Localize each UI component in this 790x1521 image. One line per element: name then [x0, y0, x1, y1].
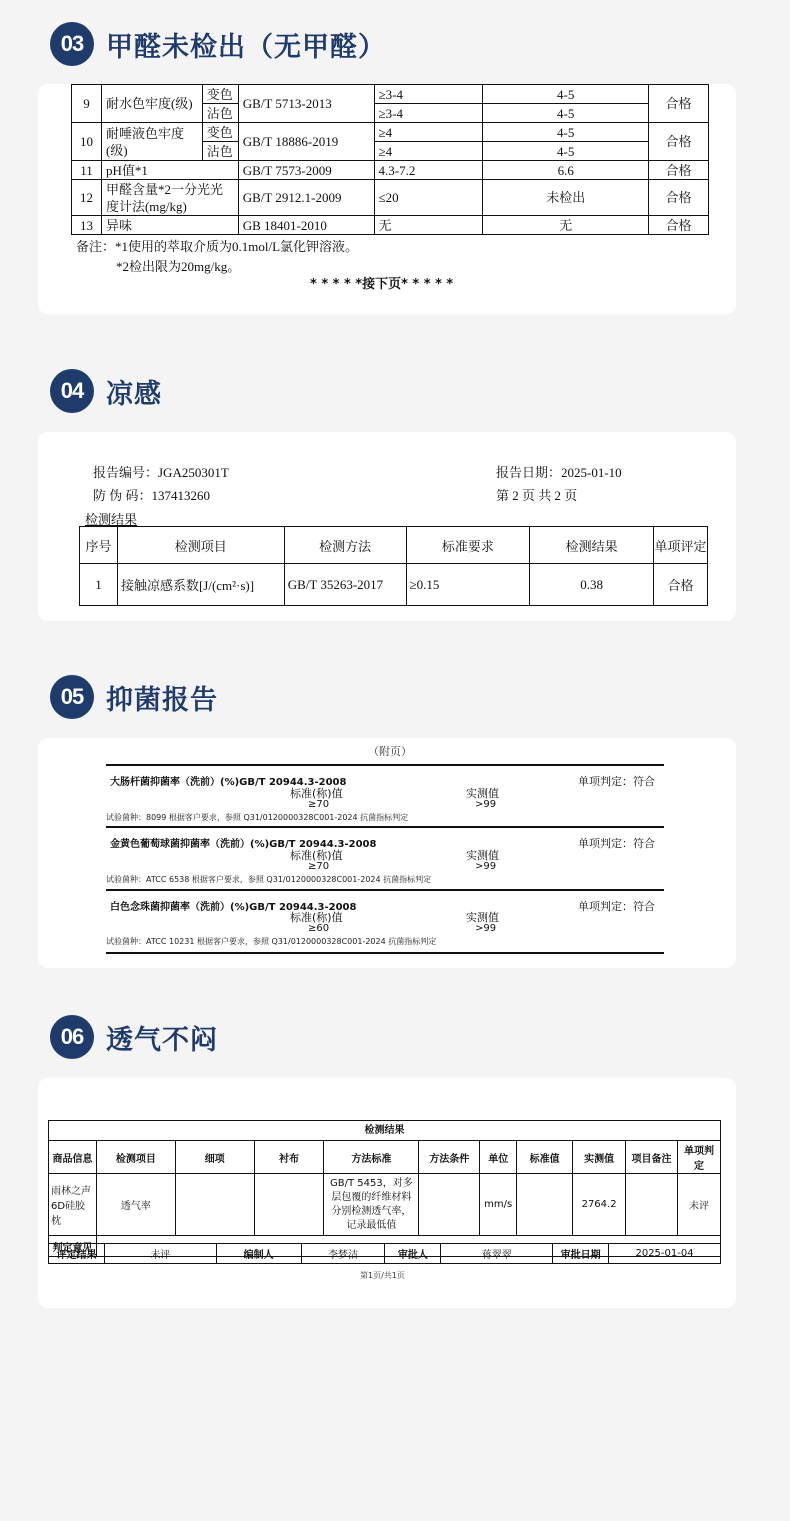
block-note: 试验菌种：ATCC 10231 根据客户要求，参照 Q31/0120000328C001-2024 抗菌指标判定	[106, 937, 437, 946]
opinion-label: 判定意见	[49, 1236, 97, 1257]
std-label: 标准(称)值	[290, 787, 343, 800]
report-date: 报告日期：2025-01-10	[496, 465, 622, 480]
header-cell: 单项评定	[654, 527, 708, 564]
row-no: 13	[72, 216, 102, 235]
section-title: 抑菌报告	[106, 684, 218, 716]
meas-label: 实测值	[466, 849, 499, 862]
formaldehyde-report-card	[38, 84, 736, 314]
eval-value: 未评	[104, 1244, 216, 1264]
row-item: 甲醛含量*2一分光光度计法(mg/kg)	[101, 180, 238, 216]
result-title: 检测结果	[85, 512, 138, 527]
header-cell: 检测方法	[284, 527, 406, 564]
row-item: 耐唾液色牢度(级)	[101, 123, 202, 161]
row-item: 异味	[101, 216, 238, 235]
row-result: 4-5	[483, 85, 649, 104]
product-cell: 雨林之声6D硅胶枕	[49, 1174, 97, 1236]
breathability-table	[48, 1140, 721, 1257]
row-judge: 合格	[649, 216, 709, 235]
row-judge: 合格	[649, 123, 709, 161]
header-cell: 项目备注	[626, 1141, 678, 1174]
eval-label: 评定结果	[49, 1244, 105, 1264]
page-number: 第 2 页 共 2 页	[496, 488, 578, 503]
header-cell: 检测项目	[96, 1141, 175, 1174]
signoff-row	[49, 1244, 721, 1264]
header-cell: 衬布	[254, 1141, 324, 1174]
section-header-04	[50, 369, 162, 413]
cell: 0.38	[530, 564, 654, 606]
std-value: ≥60	[308, 923, 330, 934]
row-result: 未检出	[483, 180, 649, 216]
header-cell: 序号	[80, 527, 118, 564]
row-req: 4.3-7.2	[374, 161, 483, 180]
row-req: ≥3-4	[374, 104, 483, 123]
table-header-row	[80, 527, 708, 564]
section-title: 透气不闷	[106, 1024, 218, 1056]
header-cell: 标准要求	[406, 527, 530, 564]
approver-label: 审批人	[385, 1244, 441, 1264]
row-no: 12	[72, 180, 102, 216]
block-title: 大肠杆菌抑菌率（洗前）(%)GB/T 20944.3-2008	[110, 777, 347, 788]
row-judge: 合格	[649, 161, 709, 180]
row-item: pH值*1	[101, 161, 238, 180]
appendix-label: （附页）	[368, 746, 412, 758]
block-note: 试验菌种：ATCC 6538 根据客户要求，参照 Q31/0120000328C001-2024 抗菌指标判定	[106, 875, 432, 884]
header-cell: 标准值	[517, 1141, 573, 1174]
block-title: 白色念珠菌抑菌率（洗前）(%)GB/T 20944.3-2008	[110, 902, 357, 913]
row-sub: 变色	[202, 123, 238, 142]
continued-marker: * * * * *接下页* * * * *	[310, 277, 454, 292]
section-number: 06	[50, 1015, 94, 1059]
unit-cell: mm/s	[480, 1174, 517, 1236]
section-number: 03	[50, 22, 94, 66]
cooling-table	[79, 526, 708, 606]
row-method: GB 18401-2010	[238, 216, 374, 235]
row-result: 6.6	[483, 161, 649, 180]
block-note: 试验菌种：8099 根据客户要求，参照 Q31/0120000328C001-2024 抗菌指标判定	[106, 813, 409, 822]
page-footer: 第1页/共1页	[360, 1271, 405, 1280]
result-title: 检测结果	[48, 1120, 721, 1140]
remark-cell	[626, 1174, 678, 1236]
row-sub: 沾色	[202, 142, 238, 161]
row-method: GB/T 7573-2009	[238, 161, 374, 180]
section-header-03	[50, 22, 386, 66]
row-result: 4-5	[483, 104, 649, 123]
std-label: 标准(称)值	[290, 911, 343, 924]
cell: 接触凉感系数[J/(cm²·s)]	[117, 564, 284, 606]
judge-cell: 未评	[677, 1174, 720, 1236]
table-row	[80, 564, 708, 606]
approve-date-label: 审批日期	[553, 1244, 609, 1264]
condition-cell	[419, 1174, 480, 1236]
section-number: 04	[50, 369, 94, 413]
cooling-report-card	[38, 432, 736, 621]
row-no: 10	[72, 123, 102, 161]
meas-value: >99	[475, 861, 497, 872]
report-number: 报告编号：JGA250301T	[93, 465, 229, 480]
approve-date-value: 2025-01-04	[609, 1244, 721, 1264]
item-cell: 透气率	[96, 1174, 175, 1236]
meas-label: 实测值	[466, 911, 499, 924]
cell: 合格	[654, 564, 708, 606]
header-cell: 检测项目	[117, 527, 284, 564]
std-label: 标准(称)值	[290, 849, 343, 862]
row-req: ≥4	[374, 123, 483, 142]
std-value: ≥70	[308, 799, 330, 810]
row-result: 4-5	[483, 123, 649, 142]
header-cell: 方法条件	[419, 1141, 480, 1174]
meas-value: >99	[475, 923, 497, 934]
divider	[106, 826, 664, 828]
header-cell: 实测值	[573, 1141, 626, 1174]
lining-cell	[254, 1174, 324, 1236]
header-cell: 单位	[480, 1141, 517, 1174]
header-cell: 单项判定	[677, 1141, 720, 1174]
row-req: ≥3-4	[374, 85, 483, 104]
sub-cell	[175, 1174, 254, 1236]
table-row	[49, 1174, 721, 1236]
divider	[106, 764, 664, 766]
section-header-06	[50, 1015, 218, 1059]
signoff-table	[48, 1243, 721, 1264]
header-cell: 检测结果	[530, 527, 654, 564]
table-header-row	[49, 1141, 721, 1174]
block-judge: 单项判定：符合	[578, 837, 655, 850]
divider	[106, 952, 664, 954]
table-row	[72, 161, 709, 180]
editor-label: 编制人	[216, 1244, 301, 1264]
row-judge: 合格	[649, 180, 709, 216]
divider	[106, 889, 664, 891]
footnote-2: *2检出限为20mg/kg。	[116, 259, 241, 274]
row-method: GB/T 18886-2019	[238, 123, 374, 161]
approver-value: 蒋翠翠	[441, 1244, 553, 1264]
row-result: 4-5	[483, 142, 649, 161]
row-method: GB/T 2912.1-2009	[238, 180, 374, 216]
table-row	[72, 85, 709, 104]
row-method: GB/T 5713-2013	[238, 85, 374, 123]
antibacterial-report-card	[38, 738, 736, 968]
breathability-report-card	[38, 1078, 736, 1308]
row-req: 无	[374, 216, 483, 235]
row-sub: 沾色	[202, 104, 238, 123]
meas-cell: 2764.2	[573, 1174, 626, 1236]
meas-value: >99	[475, 799, 497, 810]
section-header-05	[50, 675, 218, 719]
meas-label: 实测值	[466, 787, 499, 800]
table-row	[72, 180, 709, 216]
table-row	[72, 216, 709, 235]
section-number: 05	[50, 675, 94, 719]
block-judge: 单项判定：符合	[578, 900, 655, 913]
row-no: 9	[72, 85, 102, 123]
method-cell: GB/T 5453，对多层包覆的纤维材料分别检测透气率，记录最低值	[324, 1174, 419, 1236]
std-cell	[517, 1174, 573, 1236]
header-cell: 细项	[175, 1141, 254, 1174]
editor-value: 李梦洁	[301, 1244, 385, 1264]
std-value: ≥70	[308, 861, 330, 872]
formaldehyde-table	[71, 84, 709, 235]
cell: 1	[80, 564, 118, 606]
block-judge: 单项判定：符合	[578, 775, 655, 788]
section-title: 凉感	[106, 378, 162, 410]
row-item: 耐水色牢度(级)	[101, 85, 202, 123]
section-title: 甲醛未检出（无甲醛）	[106, 31, 386, 63]
anti-fake-code: 防 伪 码：137413260	[93, 488, 211, 503]
header-cell: 方法标准	[324, 1141, 419, 1174]
row-judge: 合格	[649, 85, 709, 123]
footnote-1: 备注：*1使用的萃取介质为0.1mol/L氯化钾溶液。	[76, 239, 359, 254]
header-cell: 商品信息	[49, 1141, 97, 1174]
table-row	[72, 123, 709, 142]
row-no: 11	[72, 161, 102, 180]
row-req: ≥4	[374, 142, 483, 161]
row-result: 无	[483, 216, 649, 235]
row-sub: 变色	[202, 85, 238, 104]
cell: GB/T 35263-2017	[284, 564, 406, 606]
cell: ≥0.15	[406, 564, 530, 606]
row-req: ≤20	[374, 180, 483, 216]
block-title: 金黄色葡萄球菌抑菌率（洗前）(%)GB/T 20944.3-2008	[110, 839, 377, 850]
